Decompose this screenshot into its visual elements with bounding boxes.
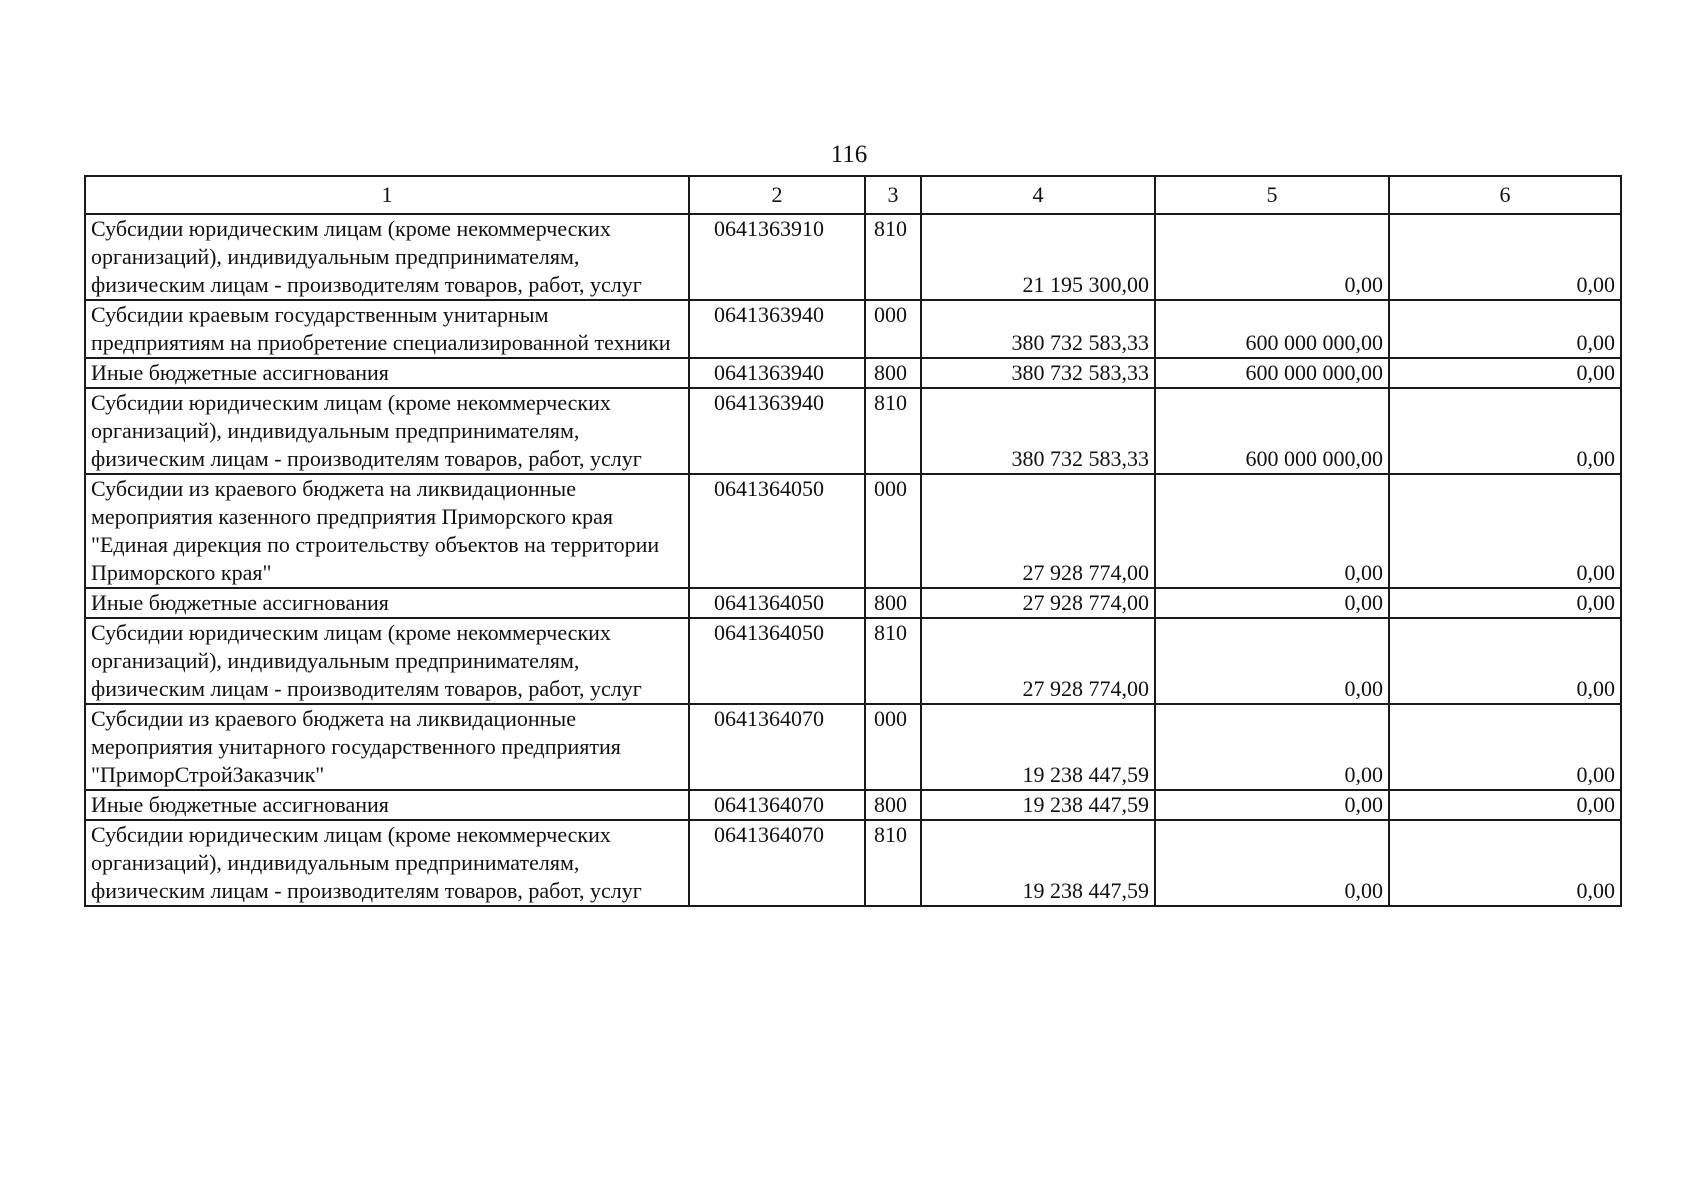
column-header: 2: [689, 176, 865, 214]
row-code-cell: 0641364070: [689, 820, 865, 906]
table-row: [85, 300, 1621, 358]
row-value-4-cell: 19 238 447,59: [921, 790, 1155, 820]
row-value-4-cell: 380 732 583,33: [921, 300, 1155, 358]
row-type-cell: 800: [865, 588, 921, 618]
table-row: [85, 820, 1621, 906]
row-value-4-cell: 19 238 447,59: [921, 704, 1155, 790]
row-value-5-cell: 0,00: [1155, 474, 1389, 588]
row-name-cell: Субсидии из краевого бюджета на ликвидационные мероприятия унитарного государственного предприятия "ПриморСтройЗаказчик": [85, 704, 689, 790]
table-row: [85, 358, 1621, 388]
row-type-cell: 800: [865, 790, 921, 820]
row-code-cell: 0641364070: [689, 704, 865, 790]
row-type-cell: 810: [865, 388, 921, 474]
row-value-6-cell: 0,00: [1389, 618, 1621, 704]
row-value-5-cell: 600 000 000,00: [1155, 300, 1389, 358]
row-code-cell: 0641363910: [689, 214, 865, 300]
table-row: [85, 388, 1621, 474]
table-row: [85, 588, 1621, 618]
row-code-cell: 0641364050: [689, 588, 865, 618]
row-value-5-cell: 0,00: [1155, 790, 1389, 820]
budget-table: [84, 175, 1622, 907]
row-type-cell: 810: [865, 820, 921, 906]
table-row: [85, 790, 1621, 820]
table-row: [85, 618, 1621, 704]
row-value-4-cell: 27 928 774,00: [921, 474, 1155, 588]
row-value-6-cell: 0,00: [1389, 388, 1621, 474]
table-row: [85, 214, 1621, 300]
row-name-cell: Субсидии краевым государственным унитарным предприятиям на приобретение специализированной техники: [85, 300, 689, 358]
row-value-6-cell: 0,00: [1389, 704, 1621, 790]
row-name-cell: Иные бюджетные ассигнования: [85, 358, 689, 388]
row-value-6-cell: 0,00: [1389, 588, 1621, 618]
row-name-cell: Субсидии юридическим лицам (кроме некоммерческих организаций), индивидуальным предпринимателям, физическим лицам - производителям товаров, работ, услуг: [85, 388, 689, 474]
table-row: [85, 474, 1621, 588]
column-header: 6: [1389, 176, 1621, 214]
row-name-cell: Субсидии юридическим лицам (кроме некоммерческих организаций), индивидуальным предпринимателям, физическим лицам - производителям товаров, работ, услуг: [85, 618, 689, 704]
column-header: 5: [1155, 176, 1389, 214]
row-code-cell: 0641363940: [689, 388, 865, 474]
row-value-5-cell: 0,00: [1155, 588, 1389, 618]
row-type-cell: 000: [865, 300, 921, 358]
row-value-6-cell: 0,00: [1389, 300, 1621, 358]
column-header: 1: [85, 176, 689, 214]
row-type-cell: 810: [865, 214, 921, 300]
row-code-cell: 0641363940: [689, 358, 865, 388]
page-number: 116: [830, 141, 868, 168]
row-value-6-cell: 0,00: [1389, 820, 1621, 906]
row-value-4-cell: 27 928 774,00: [921, 618, 1155, 704]
row-type-cell: 800: [865, 358, 921, 388]
row-name-cell: Субсидии юридическим лицам (кроме некоммерческих организаций), индивидуальным предпринимателям, физическим лицам - производителям товаров, работ, услуг: [85, 820, 689, 906]
row-code-cell: 0641364050: [689, 618, 865, 704]
column-number-row: [85, 176, 1621, 214]
row-value-6-cell: 0,00: [1389, 790, 1621, 820]
row-value-4-cell: 27 928 774,00: [921, 588, 1155, 618]
row-value-6-cell: 0,00: [1389, 214, 1621, 300]
row-value-6-cell: 0,00: [1389, 358, 1621, 388]
row-type-cell: 000: [865, 704, 921, 790]
row-name-cell: Субсидии юридическим лицам (кроме некоммерческих организаций), индивидуальным предпринимателям, физическим лицам - производителям товаров, работ, услуг: [85, 214, 689, 300]
row-type-cell: 000: [865, 474, 921, 588]
row-value-4-cell: 380 732 583,33: [921, 388, 1155, 474]
row-value-5-cell: 0,00: [1155, 214, 1389, 300]
row-name-cell: Иные бюджетные ассигнования: [85, 790, 689, 820]
row-value-5-cell: 600 000 000,00: [1155, 388, 1389, 474]
row-code-cell: 0641364070: [689, 790, 865, 820]
row-code-cell: 0641363940: [689, 300, 865, 358]
row-value-5-cell: 0,00: [1155, 704, 1389, 790]
row-value-4-cell: 19 238 447,59: [921, 820, 1155, 906]
row-value-5-cell: 600 000 000,00: [1155, 358, 1389, 388]
row-value-4-cell: 21 195 300,00: [921, 214, 1155, 300]
row-name-cell: Субсидии из краевого бюджета на ликвидационные мероприятия казенного предприятия Приморского края "Единая дирекция по строительству объектов на территории Приморского края": [85, 474, 689, 588]
row-type-cell: 810: [865, 618, 921, 704]
row-value-6-cell: 0,00: [1389, 474, 1621, 588]
column-header: 3: [865, 176, 921, 214]
table-row: [85, 704, 1621, 790]
row-value-5-cell: 0,00: [1155, 618, 1389, 704]
row-value-5-cell: 0,00: [1155, 820, 1389, 906]
column-header: 4: [921, 176, 1155, 214]
row-name-cell: Иные бюджетные ассигнования: [85, 588, 689, 618]
row-code-cell: 0641364050: [689, 474, 865, 588]
row-value-4-cell: 380 732 583,33: [921, 358, 1155, 388]
